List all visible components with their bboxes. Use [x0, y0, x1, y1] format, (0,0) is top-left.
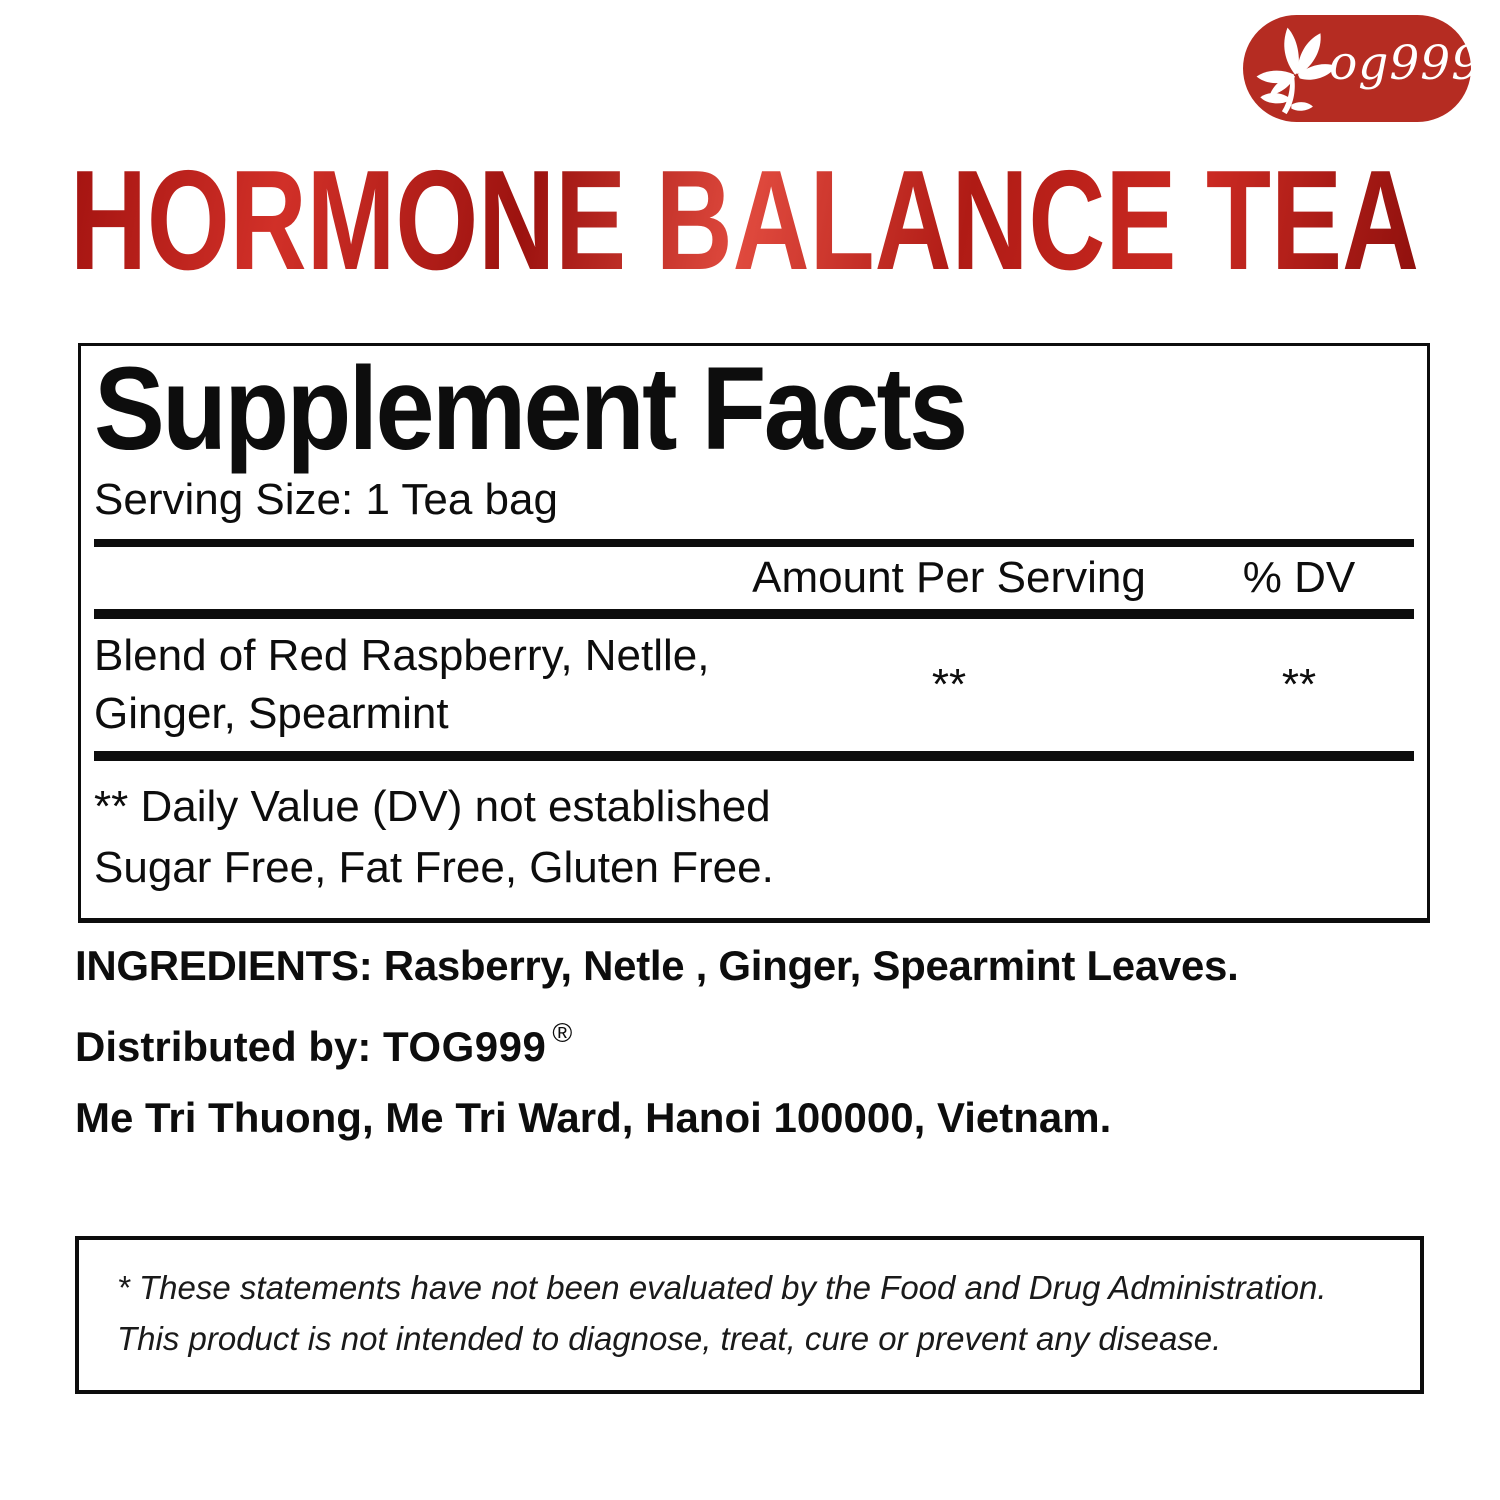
brand-logo-text: og999: [1329, 36, 1483, 91]
ingredient-row: [94, 619, 1414, 751]
registered-trademark-icon: ®: [552, 1018, 573, 1048]
ingredient-dv-value: **: [1281, 659, 1317, 709]
disclaimer-line2: This product is not intended to diagnose, treat, cure or prevent any disease.: [117, 1320, 1222, 1358]
address-line: Me Tri Thuong, Me Tri Ward, Hanoi 100000, Vietnam.: [75, 1094, 1112, 1141]
amount-per-serving-header: Amount Per Serving: [752, 552, 1146, 602]
separator-rule: [94, 539, 1414, 547]
free-claims-footnote: Sugar Free, Fat Free, Gluten Free.: [94, 842, 774, 892]
separator-rule: [94, 609, 1414, 619]
supplement-facts-heading: Supplement Facts: [94, 343, 966, 475]
ingredient-name-line2: Ginger, Spearmint: [94, 688, 449, 738]
distributor-name: TOG999: [383, 1023, 547, 1070]
ingredient-name: [94, 627, 714, 743]
supplement-facts-panel: [78, 343, 1430, 923]
ingredient-amount-value: **: [931, 659, 967, 709]
facts-footnotes: [94, 761, 1414, 906]
product-title: [70, 141, 1500, 300]
serving-size: Serving Size: 1 Tea bag: [94, 475, 558, 524]
brand-logo: [1243, 15, 1483, 122]
distributor-label: Distributed by:: [75, 1023, 372, 1070]
product-title-text: HORMONE BALANCE TEA: [70, 141, 1419, 300]
percent-dv-header: % DV: [1242, 552, 1356, 602]
ingredient-name-line1: Blend of Red Raspberry, Netlle,: [94, 630, 710, 680]
disclaimer-line1: * These statements have not been evaluated by the Food and Drug Administration.: [117, 1269, 1327, 1306]
separator-rule: [94, 751, 1414, 761]
fda-disclaimer-box: [75, 1236, 1424, 1394]
facts-header-row: [94, 547, 1414, 609]
dv-footnote: ** Daily Value (DV) not established: [94, 781, 771, 831]
distributor-line: [75, 1018, 573, 1071]
ingredients-line: INGREDIENTS: Rasberry, Netle , Ginger, Spearmint Leaves.: [75, 942, 1239, 989]
